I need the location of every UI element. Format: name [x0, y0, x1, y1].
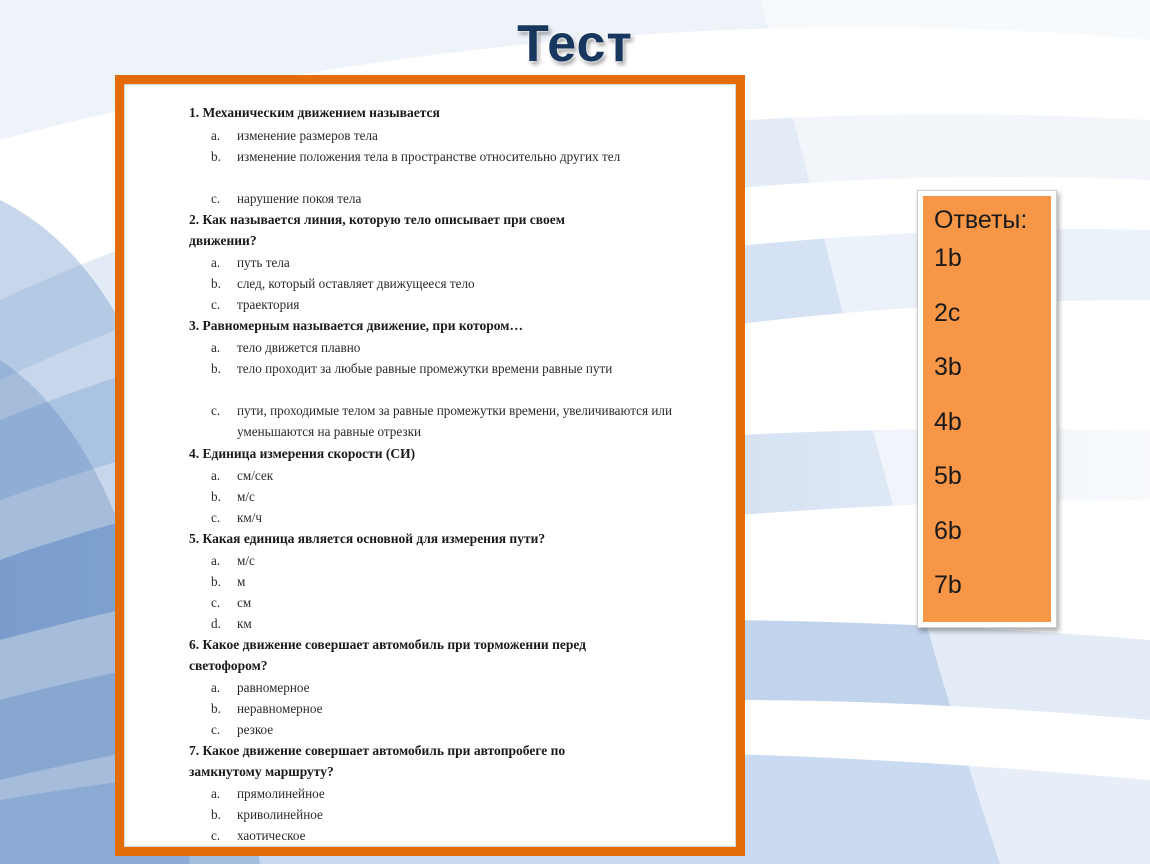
q7-option-c	[211, 825, 721, 846]
answer-1: 1b	[934, 244, 962, 272]
question-3: 3. Равномерным называется движение, при котором…	[189, 318, 523, 333]
option-letter: a.	[211, 128, 221, 143]
q5-option-a	[211, 550, 721, 571]
option-text: м/с	[237, 553, 255, 568]
option-letter: b.	[211, 149, 221, 164]
question-5: 5. Какая единица является основной для измерения пути?	[189, 531, 546, 546]
option-text: см	[237, 595, 252, 610]
option-letter: a.	[211, 468, 221, 483]
option-letter: b.	[211, 807, 221, 822]
option-letter: b.	[211, 489, 221, 504]
option-text: путь тела	[237, 255, 290, 270]
option-letter: b.	[211, 574, 221, 589]
question-7: 7. Какое движение совершает автомобиль при автопробеге по замкнутому маршруту?	[189, 743, 566, 779]
q5-option-d	[211, 613, 721, 634]
option-text: след, который оставляет движущееся тело	[237, 276, 475, 291]
q1-option-a	[211, 125, 721, 146]
option-text: равномерное	[237, 680, 310, 695]
question-2: 2. Как называется линия, которую тело описывает при своем движении?	[189, 212, 565, 248]
q7-option-a	[211, 783, 721, 804]
option-text: хаотическое	[237, 828, 306, 843]
option-letter: b.	[211, 701, 221, 716]
option-letter: a.	[211, 680, 221, 695]
answer-2: 2c	[934, 299, 961, 327]
option-letter: c.	[211, 722, 221, 737]
question-6: 6. Какое движение совершает автомобиль при торможении перед светофором?	[189, 637, 586, 673]
answer-4: 4b	[934, 408, 962, 436]
option-text: см/сек	[237, 468, 274, 483]
slide-title: Тест	[517, 15, 633, 73]
answer-6: 6b	[934, 517, 962, 545]
option-text: криволинейное	[237, 807, 323, 822]
option-letter: c.	[211, 297, 221, 312]
option-text: км	[237, 616, 252, 631]
answer-3: 3b	[934, 353, 962, 381]
q1-option-c	[211, 188, 721, 209]
question-4: 4. Единица измерения скорости (СИ)	[189, 446, 416, 461]
option-letter: b.	[211, 276, 221, 291]
option-text: изменение размеров тела	[237, 128, 378, 143]
q2-option-a	[211, 252, 721, 273]
q4-option-b	[211, 486, 721, 507]
option-letter: a.	[211, 340, 221, 355]
option-text: тело движется плавно	[237, 340, 361, 355]
answers-title: Ответы:	[934, 206, 1028, 234]
q3-option-a	[211, 337, 721, 358]
q6-option-a	[211, 677, 721, 698]
q2-option-c	[211, 294, 721, 315]
answer-7: 7b	[934, 571, 962, 599]
q4-option-c	[211, 507, 721, 528]
q1-option-b	[211, 146, 721, 167]
option-letter: c.	[211, 191, 221, 206]
option-letter: c.	[211, 595, 221, 610]
option-text: траектория	[237, 297, 300, 312]
q3-option-b	[211, 358, 721, 379]
answers-panel	[923, 196, 1051, 622]
option-letter: a.	[211, 786, 221, 801]
question-1: 1. Механическим движением называется	[189, 105, 440, 120]
option-text: прямолинейное	[237, 786, 325, 801]
option-text: неравномерное	[237, 701, 323, 716]
q6-option-c	[211, 719, 721, 740]
q2-option-b	[211, 273, 721, 294]
option-text: изменение положения тела в пространстве относительно других тел	[237, 149, 621, 164]
option-letter: b.	[211, 361, 221, 376]
option-letter: c.	[211, 510, 221, 525]
document-page	[124, 84, 736, 847]
option-text: нарушение покоя тела	[237, 191, 362, 206]
q3-option-c	[211, 400, 721, 442]
option-text: км/ч	[237, 510, 263, 525]
q5-option-b	[211, 571, 721, 592]
option-letter: a.	[211, 553, 221, 568]
option-text: пути, проходимые телом за равные промежутки времени, увеличиваются или уменьшаются на равные отрезки	[237, 403, 673, 439]
option-letter: d.	[211, 616, 221, 631]
option-text: м/с	[237, 489, 255, 504]
answers-box	[917, 190, 1057, 628]
option-text: тело проходит за любые равные промежутки времени равные пути	[237, 361, 613, 376]
answer-5: 5b	[934, 462, 962, 490]
test-document	[115, 75, 745, 856]
option-text: резкое	[237, 722, 274, 737]
option-text: м	[237, 574, 246, 589]
q7-option-b	[211, 804, 721, 825]
option-letter: c.	[211, 828, 221, 843]
option-letter: c.	[211, 403, 221, 418]
q6-option-b	[211, 698, 721, 719]
q5-option-c	[211, 592, 721, 613]
q4-option-a	[211, 465, 721, 486]
option-letter: a.	[211, 255, 221, 270]
